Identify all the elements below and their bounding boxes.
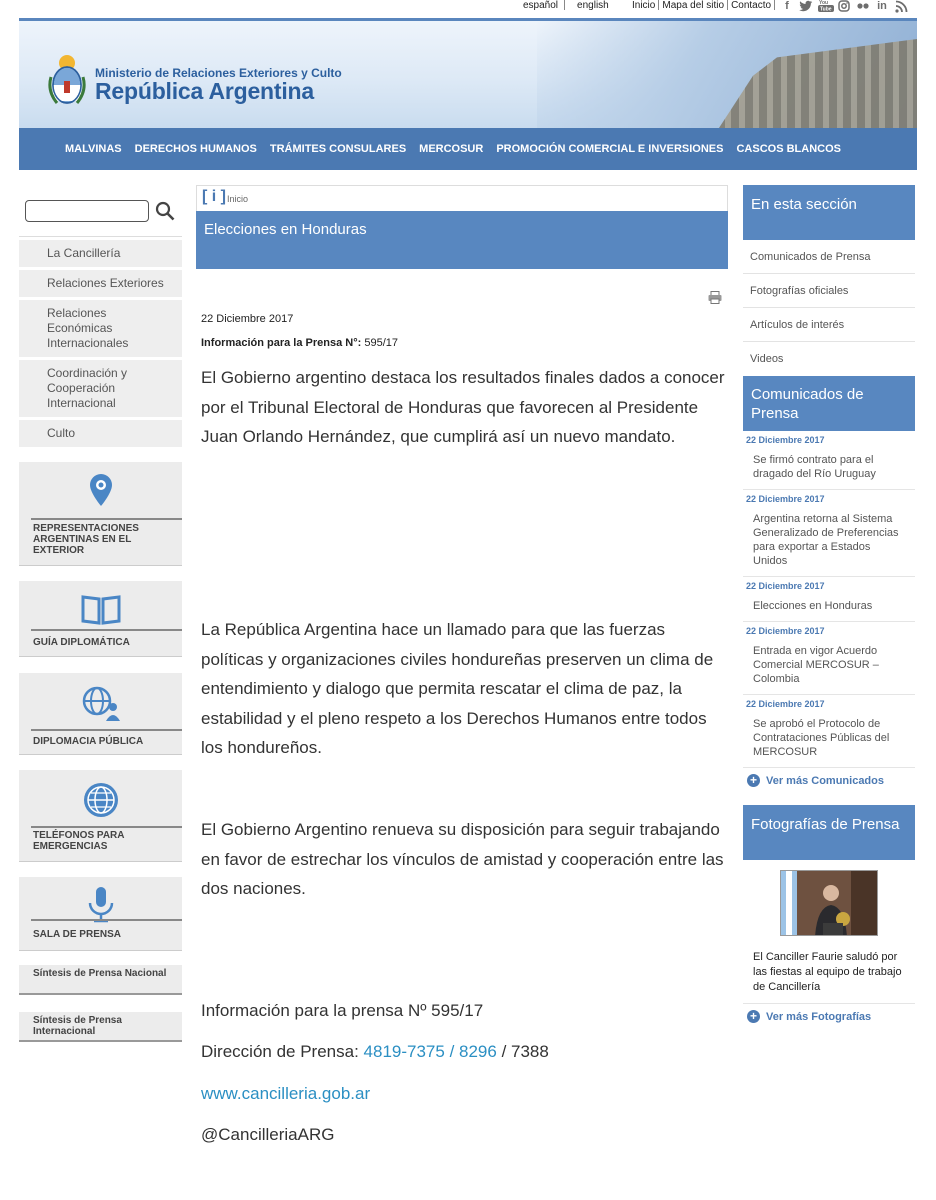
left-menu-item-cancilleria[interactable]: La Cancillería (19, 240, 182, 267)
section-item-comunicados[interactable]: Comunicados de Prensa (743, 240, 915, 274)
tile-divider (31, 629, 182, 631)
news-list (743, 431, 915, 767)
news-date: 22 Diciembre 2017 (743, 694, 915, 713)
tile-divider (31, 919, 182, 921)
inicio-link[interactable]: Inicio (632, 0, 656, 11)
utility-bar (0, 0, 936, 14)
tile-label: DIPLOMACIA PÚBLICA (33, 736, 144, 747)
info-icon: [ i ] (202, 188, 226, 205)
direccion-phones-link[interactable]: 4819-7375 / 8296 (363, 1042, 497, 1061)
news-item-link[interactable]: Elecciones en Honduras (753, 600, 873, 612)
divider (727, 0, 728, 10)
ministry-name: Ministerio de Relaciones Exteriores y Culto (95, 66, 342, 80)
section-item-fotografias[interactable]: Fotografías oficiales (743, 274, 915, 308)
header-banner (19, 18, 917, 128)
svg-text:You: You (819, 0, 829, 6)
left-menu-item-coordinacion[interactable]: Coordinación y Cooperación Internacional (19, 360, 182, 417)
direccion-extra: / 7388 (501, 1042, 549, 1061)
svg-text:Tube: Tube (820, 6, 832, 12)
press-info-number: 595/17 (364, 337, 398, 349)
press-info (201, 337, 398, 349)
sitemap-link[interactable]: Mapa del sitio (662, 0, 725, 11)
section-item-articulos[interactable]: Artículos de interés (743, 308, 915, 342)
photo-caption: El Canciller Faurie saludó por las fiestas al equipo de trabajo de Cancillería (753, 951, 902, 993)
nav-item-derechos-humanos[interactable]: DERECHOS HUMANOS (134, 143, 257, 155)
sintesis-nacional-link[interactable] (19, 965, 182, 995)
left-menu-item-relaciones-economicas[interactable]: Relaciones Económicas Internacionales (19, 300, 182, 357)
search-area (19, 185, 182, 237)
website-link[interactable]: www.cancilleria.gob.ar (201, 1084, 371, 1103)
footer-press-number: Información para la prensa Nº 595/17 (201, 1001, 484, 1020)
linkedin-icon[interactable]: in (877, 0, 887, 12)
news-date: 22 Diciembre 2017 (743, 489, 915, 508)
nav-item-mercosur[interactable]: MERCOSUR (419, 143, 484, 155)
more-photos-link[interactable] (743, 1003, 915, 1029)
social-links (780, 0, 908, 13)
more-photos-label: Ver más Fotografías (766, 1010, 872, 1023)
news-date: 22 Diciembre 2017 (743, 621, 915, 640)
direccion-label: Dirección de Prensa: (201, 1042, 359, 1061)
nav-item-malvinas[interactable]: MALVINAS (65, 143, 122, 155)
plus-icon: + (747, 774, 760, 787)
section-list (743, 240, 915, 376)
divider (564, 0, 571, 10)
press-photo-image (781, 871, 878, 936)
facebook-icon[interactable]: f (785, 0, 789, 12)
instagram-icon[interactable] (837, 0, 851, 13)
sintesis-label: Síntesis de Prensa Internacional (33, 1015, 122, 1037)
left-sidebar (19, 185, 182, 1037)
news-item-link[interactable]: Se firmó contrato para el dragado del Río Uruguay (753, 454, 876, 480)
tile-representaciones[interactable] (19, 462, 182, 566)
tile-label: REPRESENTACIONES ARGENTINAS EN EL EXTERIOR (33, 523, 139, 556)
coat-of-arms-logo[interactable] (47, 51, 87, 109)
tile-label: TELÉFONOS PARA EMERGENCIAS (33, 830, 125, 852)
main-content (196, 185, 728, 1144)
utility-links (632, 0, 778, 11)
lang-english-link[interactable]: english (577, 0, 609, 11)
youtube-icon[interactable] (818, 0, 832, 13)
article-paragraph: El Gobierno argentino destaca los resultados finales dados a conocer por el Tribunal Electoral de Honduras que favorecen al Presidente Juan Orlando Hernández, que cumplirá así un nuevo mandato. (201, 368, 725, 446)
tile-divider (31, 729, 182, 731)
flickr-icon[interactable] (856, 0, 870, 13)
nav-item-cascos-blancos[interactable]: CASCOS BLANCOS (736, 143, 841, 155)
contact-link[interactable]: Contacto (731, 0, 772, 11)
news-item-link[interactable]: Se aprobó el Protocolo de Contrataciones Públicas del MERCOSUR (753, 718, 890, 758)
section-heading: En esta sección (743, 185, 915, 240)
book-icon (79, 587, 123, 631)
more-news-link[interactable] (743, 767, 915, 793)
breadcrumb (196, 185, 728, 211)
article-paragraph: La República Argentina hace un llamado para que las fuerzas políticas y organizaciones civiles hondureñas preserven un clima de entendimiento y dialogo que permita rescatar el clima de paz, la estabilidad y el pleno respeto a los Derechos Humanos entre todos los hondureños. (201, 620, 714, 757)
search-icon[interactable] (155, 201, 175, 221)
tile-diplomacia-publica[interactable] (19, 673, 182, 755)
main-nav (19, 128, 917, 170)
tile-divider (31, 826, 182, 828)
footer-direccion (201, 1042, 549, 1062)
location-pin-icon (79, 470, 123, 514)
press-photo[interactable] (780, 870, 878, 936)
plus-icon: + (747, 1010, 760, 1023)
article-paragraph: El Gobierno Argentino renueva su disposición para seguir trabajando en favor de estrechar los vínculos de amistad y cooperación entre las dos naciones. (201, 820, 724, 898)
footer-twitter: @CancilleriaARG (201, 1125, 335, 1144)
search-input[interactable] (25, 200, 149, 222)
left-menu (19, 240, 182, 447)
tile-sala-de-prensa[interactable] (19, 877, 182, 951)
divider (658, 0, 659, 10)
news-heading: Comunicados de Prensa (743, 376, 915, 431)
page-title: Elecciones en Honduras (196, 211, 728, 269)
nav-item-promocion-comercial[interactable]: PROMOCIÓN COMERCIAL E INVERSIONES (496, 143, 724, 155)
footer-website (201, 1084, 370, 1104)
news-date: 22 Diciembre 2017 (746, 435, 825, 445)
news-item-link[interactable]: Entrada en vigor Acuerdo Comercial MERCOSUR – Colombia (753, 645, 879, 685)
nav-item-tramites-consulares[interactable]: TRÁMITES CONSULARES (269, 143, 407, 155)
section-item-videos[interactable]: Videos (750, 353, 784, 365)
tile-divider (31, 518, 182, 520)
lang-espanol-link[interactable]: español (523, 0, 559, 11)
globe-icon (79, 778, 123, 822)
rss-icon[interactable] (894, 0, 908, 13)
twitter-icon[interactable] (799, 0, 813, 13)
tile-telefonos-emergencias[interactable] (19, 770, 182, 862)
right-sidebar (743, 185, 915, 1029)
republic-name: República Argentina (95, 78, 314, 104)
left-menu-item-relaciones-exteriores[interactable]: Relaciones Exteriores (19, 270, 182, 297)
tile-guia-diplomatica[interactable] (19, 581, 182, 657)
photos-heading: Fotografías de Prensa (743, 805, 915, 860)
divider (774, 0, 775, 10)
news-date: 22 Diciembre 2017 (743, 576, 915, 595)
article-date: 22 Diciembre 2017 (201, 313, 294, 325)
news-item-link[interactable]: Argentina retorna al Sistema Generalizado de Preferencias para exportar a Estados Unidos (753, 513, 899, 567)
globe-person-icon (79, 681, 123, 725)
press-info-label: Información para la Prensa N°: (201, 337, 362, 349)
print-icon[interactable] (708, 291, 722, 304)
left-menu-item-culto[interactable]: Culto (19, 420, 182, 447)
language-switcher (520, 0, 612, 11)
tile-label: SALA DE PRENSA (33, 929, 121, 940)
sintesis-label: Síntesis de Prensa Nacional (33, 968, 167, 979)
breadcrumb-home-link[interactable]: Inicio (227, 194, 249, 204)
more-news-label: Ver más Comunicados (766, 774, 884, 787)
sintesis-internacional-link[interactable] (19, 1012, 182, 1042)
tile-label: GUÍA DIPLOMÁTICA (33, 637, 130, 648)
